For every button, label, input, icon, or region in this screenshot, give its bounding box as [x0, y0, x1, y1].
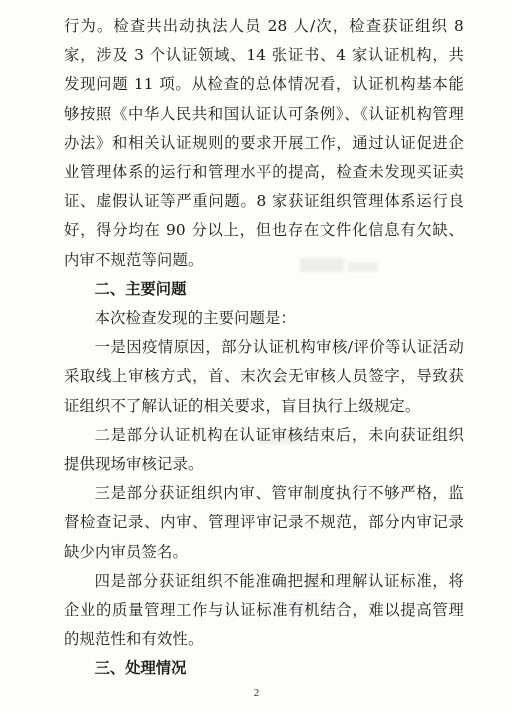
issue-paragraph-4: 四是部分获证组织不能准确把握和理解认证标准，将企业的质量管理工作与认证标准有机结合，难以提高管理的规范性和有效性。 — [64, 571, 464, 649]
issue-paragraph-1: 一是因疫情原因，部分认证机构审核/评价等认证活动采取线上审核方式，首、末次会无审核人员签字，导致获证组织不了解认证的相关要求，盲目执行上级规定。 — [64, 338, 464, 415]
intro-paragraph: 行为。检查共出动执法人员 28 人/次，检查获证组织 8 家，涉及 3 个认证领域、14 张证书、4 家认证机构，共发现问题 11 项。从检查的总体情况看，认证机构基本能够按照《中华人民共和国认证认可条例》、《认证机构管理办法》和相关认证规则的要求开展工作，通过认证促进企业管理体系的运行和管理水平的提高，检查未发现买证卖证、虚假认证等严重问题。8 家获证组织管理体系运行良好，得分均在 90 分以上，但也存在文件化信息有欠缺、内审不规范等问题。 — [64, 17, 464, 269]
page-number: 2 — [253, 687, 260, 699]
issue-paragraph-2: 二是部分认证机构在认证审核结束后，未向获证组织提供现场审核记录。 — [64, 425, 464, 474]
section-two-lead: 本次检查发现的主要问题是： — [94, 309, 297, 328]
section-three-heading: 三、处理情况 — [94, 659, 187, 678]
issue-paragraph-3: 三是部分获证组织内审、管审制度执行不够严格，监督检查记录、内审、管理评审记录不规范，部分内审记录缺少内审员签名。 — [64, 484, 464, 561]
section-two-heading: 二、主要问题 — [94, 279, 187, 298]
document-body — [64, 12, 464, 684]
